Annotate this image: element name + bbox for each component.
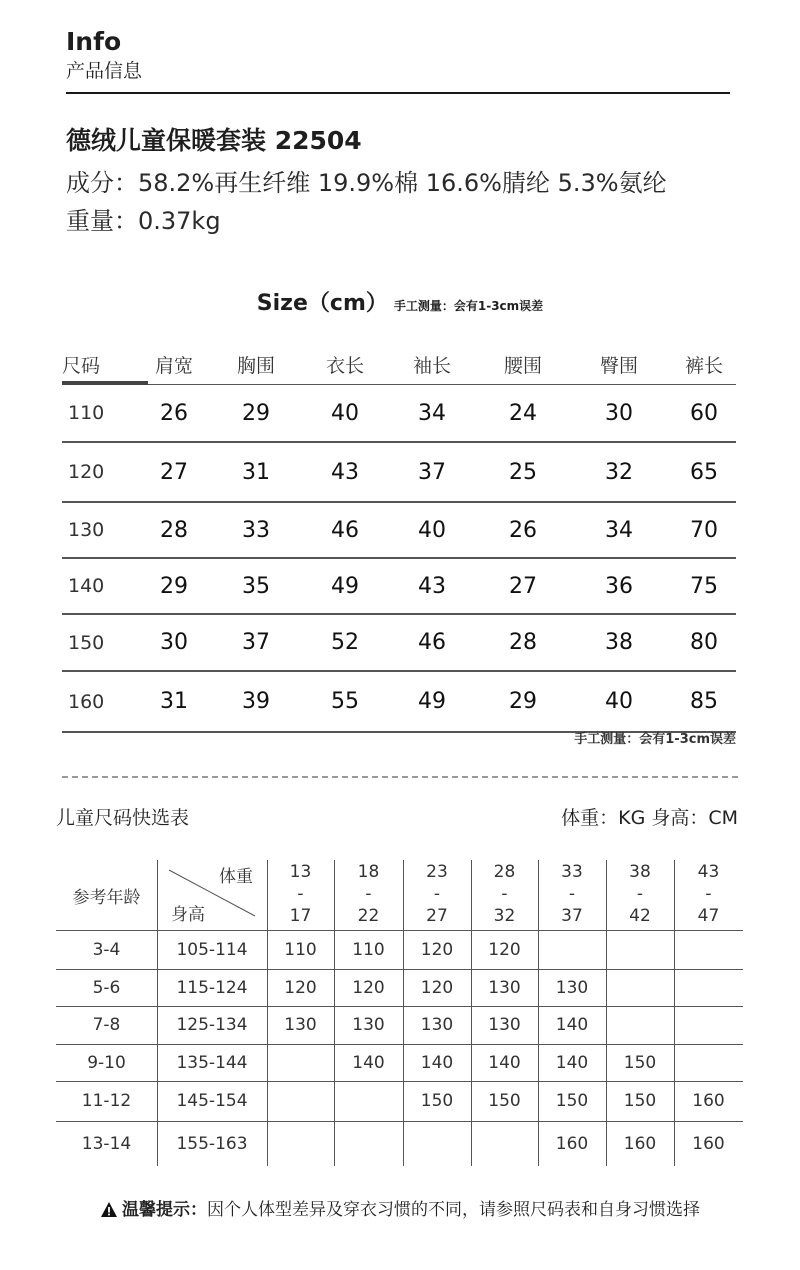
size-value: 52 bbox=[331, 630, 359, 655]
size-value: 49 bbox=[331, 573, 359, 599]
recommended-size-cell: 130 bbox=[352, 1015, 385, 1035]
size-table-row bbox=[62, 672, 736, 733]
product-weight: 重量：0.37kg bbox=[66, 207, 221, 235]
weight-range-sep: - bbox=[636, 884, 644, 904]
size-value: 27 bbox=[509, 573, 537, 599]
recommended-size-cell: 140 bbox=[555, 1052, 589, 1073]
weight-range-sep: - bbox=[501, 884, 508, 904]
size-col-header: 衣长 bbox=[325, 354, 364, 377]
weight-range-from: 43 bbox=[697, 862, 720, 882]
size-value: 29 bbox=[160, 573, 188, 599]
recommended-size-cell: 120 bbox=[488, 939, 521, 960]
size-table-row bbox=[62, 503, 736, 559]
weight-range-header bbox=[403, 862, 471, 926]
size-value: 30 bbox=[160, 630, 188, 655]
recommended-size-cell bbox=[334, 1081, 403, 1121]
recommended-size-cell: 150 bbox=[488, 1091, 521, 1111]
weight-range-to: 22 bbox=[357, 906, 380, 926]
recommended-size-cell: 140 bbox=[555, 1015, 589, 1035]
recommended-size-cell: 130 bbox=[488, 977, 521, 998]
weight-range-from: 28 bbox=[493, 862, 516, 882]
quick-size-chart bbox=[56, 860, 743, 1166]
size-label: 150 bbox=[68, 631, 105, 654]
weight-range-to: 47 bbox=[697, 906, 720, 926]
size-value: 34 bbox=[605, 517, 633, 543]
size-value: 49 bbox=[418, 689, 446, 714]
recommended-size-cell: 120 bbox=[420, 939, 454, 960]
size-label: 120 bbox=[68, 461, 105, 483]
size-value: 80 bbox=[690, 630, 718, 655]
recommended-size-cell bbox=[674, 930, 743, 969]
recommended-size-cell: 130 bbox=[420, 1015, 454, 1035]
recommended-size-cell: 130 bbox=[284, 1015, 317, 1035]
recommended-size-cell: 150 bbox=[623, 1052, 657, 1073]
warning-notice bbox=[0, 1196, 800, 1224]
size-value: 37 bbox=[418, 459, 446, 485]
size-value: 38 bbox=[605, 630, 633, 655]
size-col-header: 胸围 bbox=[236, 354, 275, 377]
weight-range-from: 18 bbox=[357, 862, 380, 882]
height-cell: 145-154 bbox=[176, 1091, 248, 1111]
size-label: 110 bbox=[68, 402, 105, 424]
size-value: 85 bbox=[690, 689, 718, 714]
weight-range-header bbox=[538, 862, 606, 926]
weight-range-from: 38 bbox=[629, 862, 651, 882]
recommended-size-cell: 150 bbox=[623, 1091, 657, 1111]
size-value: 27 bbox=[160, 459, 188, 485]
recommended-size-cell: 110 bbox=[284, 939, 317, 960]
recommended-size-cell: 160 bbox=[692, 1133, 725, 1154]
age-cell: 13-14 bbox=[81, 1133, 132, 1154]
weight-range-to: 42 bbox=[629, 906, 651, 926]
header-divider bbox=[66, 92, 730, 94]
dashed-divider bbox=[62, 776, 738, 778]
size-heading bbox=[0, 288, 800, 322]
height-header: 身高 bbox=[171, 904, 205, 925]
size-label: 130 bbox=[68, 519, 105, 541]
size-value: 25 bbox=[509, 459, 537, 485]
size-value: 43 bbox=[418, 573, 446, 599]
quick-chart-units: 体重：KG 身高：CM bbox=[561, 807, 738, 829]
size-value: 35 bbox=[242, 573, 270, 599]
warning-triangle-icon bbox=[100, 1201, 118, 1218]
size-value: 29 bbox=[509, 689, 537, 714]
recommended-size-cell: 140 bbox=[488, 1052, 521, 1073]
size-value: 60 bbox=[690, 400, 718, 426]
height-cell: 105-114 bbox=[176, 939, 248, 960]
height-cell: 155-163 bbox=[176, 1133, 248, 1154]
size-value: 33 bbox=[242, 517, 270, 543]
size-value: 39 bbox=[242, 689, 270, 714]
recommended-size-cell: 160 bbox=[623, 1133, 657, 1154]
size-value: 29 bbox=[242, 400, 270, 426]
weight-range-to: 37 bbox=[561, 906, 583, 926]
size-table-row bbox=[62, 615, 736, 672]
size-col-header: 裤长 bbox=[684, 354, 723, 377]
age-cell: 9-10 bbox=[87, 1052, 126, 1073]
product-composition: 成分：58.2%再生纤维 19.9%棉 16.6%腈纶 5.3%氨纶 bbox=[66, 169, 667, 197]
weight-range-sep: - bbox=[365, 884, 372, 904]
size-value: 32 bbox=[605, 459, 633, 485]
size-value: 31 bbox=[160, 689, 188, 714]
size-value: 24 bbox=[509, 400, 537, 426]
weight-range-header bbox=[334, 862, 403, 926]
size-value: 55 bbox=[331, 689, 359, 714]
height-cell: 115-124 bbox=[176, 977, 248, 998]
weight-range-to: 17 bbox=[289, 906, 312, 926]
age-header: 参考年龄 bbox=[72, 887, 141, 908]
size-value: 37 bbox=[242, 630, 270, 655]
recommended-size-cell bbox=[267, 1121, 334, 1166]
size-heading-title: Size（cm） bbox=[256, 291, 388, 316]
recommended-size-cell: 130 bbox=[555, 977, 589, 998]
size-table-row bbox=[62, 385, 736, 443]
recommended-size-cell bbox=[606, 930, 674, 969]
size-col-header: 腰围 bbox=[503, 354, 542, 377]
recommended-size-cell bbox=[674, 969, 743, 1006]
size-table-row bbox=[62, 443, 736, 503]
age-cell: 11-12 bbox=[81, 1091, 132, 1111]
size-value: 40 bbox=[331, 400, 359, 426]
size-table-header bbox=[62, 344, 736, 385]
weight-range-from: 33 bbox=[561, 862, 583, 882]
recommended-size-cell bbox=[403, 1121, 471, 1166]
weight-range-from: 23 bbox=[426, 862, 448, 882]
size-col-header: 肩宽 bbox=[154, 354, 193, 377]
height-cell: 125-134 bbox=[176, 1015, 248, 1035]
size-heading-note: 手工测量：会有1-3cm误差 bbox=[393, 299, 544, 313]
size-col-header: 尺码 bbox=[62, 354, 101, 377]
recommended-size-cell: 150 bbox=[555, 1091, 589, 1111]
height-cell: 135-144 bbox=[176, 1052, 248, 1073]
size-value: 70 bbox=[690, 517, 718, 543]
recommended-size-cell: 120 bbox=[420, 977, 454, 998]
recommended-size-cell bbox=[674, 1044, 743, 1081]
size-value: 75 bbox=[690, 573, 718, 599]
size-value: 34 bbox=[418, 400, 446, 426]
size-table-row bbox=[62, 559, 736, 615]
recommended-size-cell bbox=[606, 1006, 674, 1044]
quick-chart-title: 儿童尺码快选表 bbox=[56, 807, 190, 829]
recommended-size-cell bbox=[538, 930, 606, 969]
recommended-size-cell bbox=[334, 1121, 403, 1166]
size-label: 160 bbox=[68, 690, 105, 713]
recommended-size-cell bbox=[606, 969, 674, 1006]
size-value: 40 bbox=[418, 517, 446, 543]
size-label: 140 bbox=[68, 575, 105, 597]
weight-range-to: 32 bbox=[493, 906, 516, 926]
size-value: 31 bbox=[242, 459, 270, 485]
recommended-size-cell bbox=[471, 1121, 538, 1166]
size-col-header: 臀围 bbox=[599, 354, 638, 377]
size-footnote: 手工测量：会有1-3cm误差 bbox=[574, 732, 736, 747]
recommended-size-cell: 160 bbox=[555, 1133, 589, 1154]
recommended-size-cell: 120 bbox=[352, 977, 385, 998]
recommended-size-cell bbox=[267, 1081, 334, 1121]
product-name: 德绒儿童保暖套装 22504 bbox=[66, 126, 362, 155]
age-cell: 3-4 bbox=[92, 939, 121, 960]
size-value: 30 bbox=[605, 400, 633, 426]
size-value: 46 bbox=[331, 517, 359, 543]
info-title: Info bbox=[66, 27, 122, 56]
weight-header: 体重 bbox=[219, 866, 253, 887]
weight-range-header bbox=[606, 862, 674, 926]
size-value: 65 bbox=[690, 459, 718, 485]
recommended-size-cell: 130 bbox=[488, 1015, 521, 1035]
size-value: 40 bbox=[605, 689, 633, 714]
weight-range-sep: - bbox=[705, 884, 712, 904]
weight-range-header bbox=[471, 862, 538, 926]
age-cell: 5-6 bbox=[92, 977, 121, 998]
recommended-size-cell: 120 bbox=[284, 977, 317, 998]
size-value: 26 bbox=[160, 400, 188, 426]
size-col-header: 袖长 bbox=[412, 354, 451, 377]
weight-range-sep: - bbox=[433, 884, 441, 904]
weight-range-from: 13 bbox=[289, 862, 312, 882]
recommended-size-cell: 110 bbox=[352, 939, 385, 960]
recommended-size-cell bbox=[674, 1006, 743, 1044]
weight-range-header bbox=[674, 862, 743, 926]
size-value: 36 bbox=[605, 573, 633, 599]
size-value: 43 bbox=[331, 459, 359, 485]
recommended-size-cell: 150 bbox=[420, 1091, 454, 1111]
recommended-size-cell: 140 bbox=[352, 1052, 385, 1073]
size-value: 26 bbox=[509, 517, 537, 543]
recommended-size-cell: 140 bbox=[420, 1052, 454, 1073]
size-table bbox=[62, 344, 736, 733]
size-value: 28 bbox=[160, 517, 188, 543]
recommended-size-cell: 160 bbox=[692, 1091, 725, 1111]
size-value: 28 bbox=[509, 630, 537, 655]
weight-range-sep: - bbox=[568, 884, 576, 904]
age-cell: 7-8 bbox=[92, 1015, 121, 1035]
weight-range-to: 27 bbox=[426, 906, 448, 926]
weight-range-sep: - bbox=[297, 884, 304, 904]
recommended-size-cell bbox=[267, 1044, 334, 1081]
size-value: 46 bbox=[418, 630, 446, 655]
warning-text: 因个人体型差异及穿衣习惯的不同，请参照尺码表和自身习惯选择 bbox=[207, 1200, 700, 1220]
weight-range-header bbox=[267, 862, 334, 926]
info-subtitle: 产品信息 bbox=[66, 60, 143, 82]
warning-label: 温馨提示： bbox=[122, 1200, 207, 1220]
